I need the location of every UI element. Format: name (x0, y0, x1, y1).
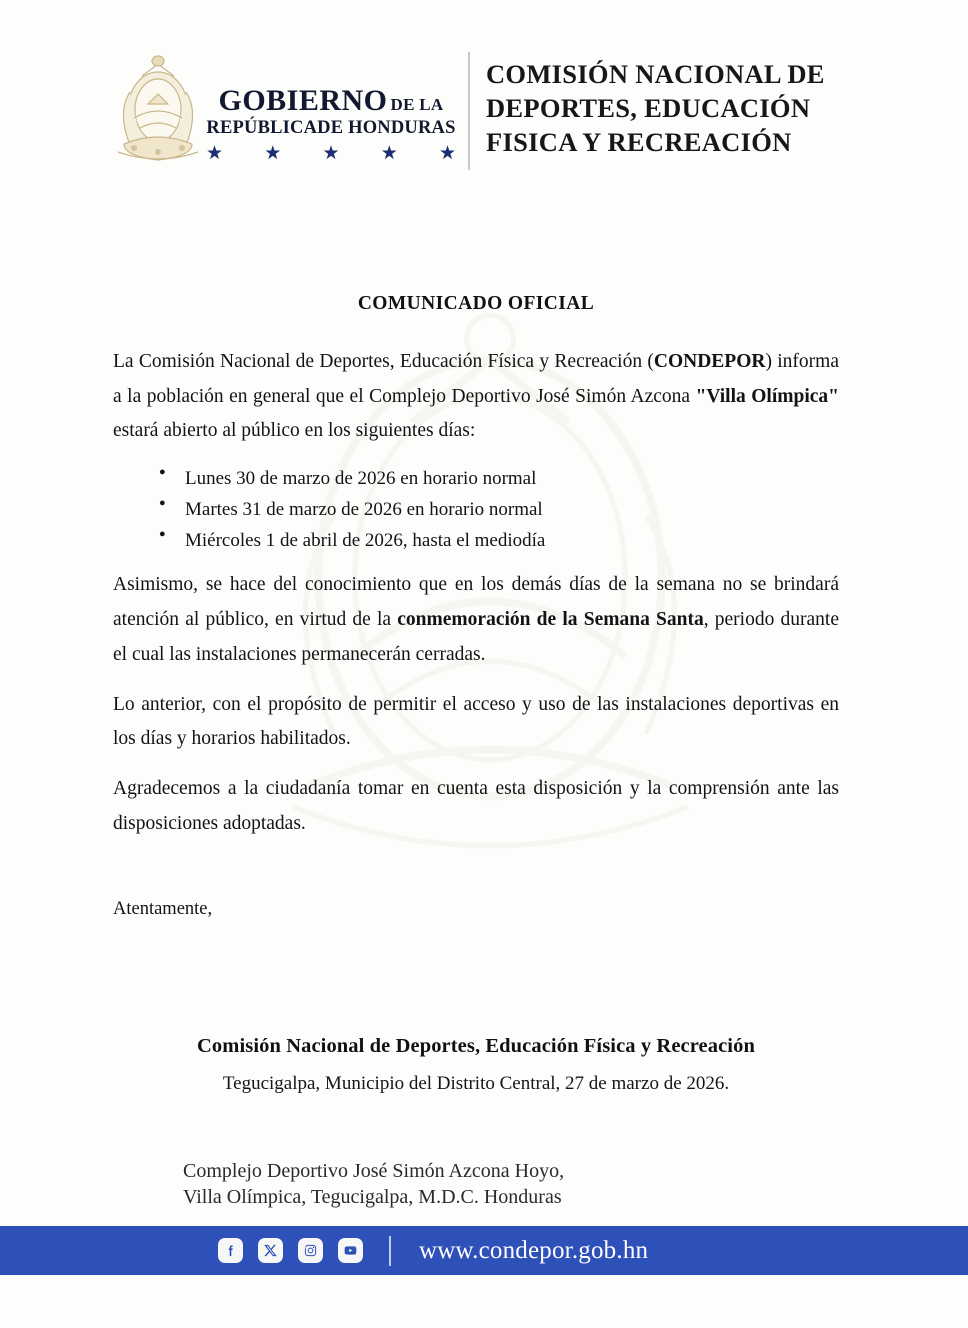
footer-divider (389, 1236, 391, 1266)
address-line-2: Villa Olímpica, Tegucigalpa, M.D.C. Honduras (183, 1186, 562, 1209)
intro-part-2: ) informa a la población en general que el Complejo Deportivo José Simón Azcona (113, 351, 839, 407)
signature-block (113, 1035, 839, 1095)
government-wordmark (200, 86, 462, 163)
villa-olimpica-name: "Villa Olímpica" (695, 385, 839, 407)
facebook-icon[interactable] (218, 1238, 243, 1263)
footer-bar (0, 1226, 968, 1275)
star-icon: ★ (206, 143, 224, 165)
document-body (113, 293, 839, 920)
honduras-coat-of-arms-icon (104, 48, 212, 176)
star-icon: ★ (438, 143, 456, 165)
purpose-paragraph: Lo anterior, con el propósito de permitir el acceso y uso de las instalaciones deportivas en los días y horarios habilitados. (113, 693, 839, 750)
gov-word: GOBIERNO (218, 84, 388, 117)
signature-place-date: Tegucigalpa, Municipio del Distrito Central, 27 de marzo de 2026. (222, 1073, 730, 1094)
star-icon: ★ (380, 143, 398, 165)
website-url[interactable]: www.condepor.gob.hn (419, 1236, 649, 1264)
header-divider (468, 52, 470, 170)
semana-santa-emphasis: conmemoración de la Semana Santa (397, 609, 704, 631)
org-title-line-2: DEPORTES, EDUCACIÓN (486, 92, 811, 123)
list-item: ● Martes 31 de marzo de 2026 en horario normal (159, 495, 839, 526)
footer-address (183, 1158, 564, 1211)
org-title-line-1: COMISIÓN NACIONAL DE (486, 59, 825, 89)
instagram-icon[interactable] (298, 1238, 323, 1263)
social-links (218, 1238, 363, 1263)
page-title: COMUNICADO OFICIAL (357, 293, 595, 314)
list-item: ● Lunes 30 de marzo de 2026 en horario normal (159, 464, 839, 495)
gov-line-primary (200, 86, 462, 116)
youtube-icon[interactable] (338, 1238, 363, 1263)
gov-republic-label: REPÚBLICADE HONDURAS (206, 118, 456, 138)
address-line-1: Complejo Deportivo José Simón Azcona Hoyo, (183, 1160, 565, 1182)
thanks-paragraph: Agradecemos a la ciudadanía tomar en cuenta esta disposición y la comprensión ante las disposiciones adoptadas. (113, 777, 839, 834)
signature-organization: Comisión Nacional de Deportes, Educación Física y Recreación (197, 1035, 755, 1057)
x-twitter-icon[interactable] (258, 1238, 283, 1263)
para2-part-1: Asimismo, se hace del conocimiento que en los demás días de la semana no se brindará atención al público, en virtud de la (113, 574, 839, 631)
open-days-list (113, 464, 839, 556)
flag-stars (200, 144, 462, 163)
organization-title (486, 58, 886, 160)
gov-de-la: DE LA (390, 95, 444, 114)
para2-part-2: , periodo durante el cual las instalaciones permanecerán cerradas. (113, 609, 839, 665)
intro-part-1: La Comisión Nacional de Deportes, Educación Física y Recreación ( (113, 351, 654, 372)
star-icon: ★ (264, 143, 282, 165)
org-title-line-3: FISICA Y RECREACIÓN (486, 126, 792, 157)
intro-part-3: estará abierto al público en los siguientes días: (113, 420, 476, 442)
intro-paragraph (113, 345, 839, 449)
list-item: ● Miércoles 1 de abril de 2026, hasta el mediodía (159, 526, 839, 557)
closure-paragraph (113, 568, 839, 672)
document-header (0, 44, 968, 180)
condepor-acronym: CONDEPOR (653, 351, 766, 372)
salutation: Atentamente, (113, 899, 213, 920)
star-icon: ★ (322, 143, 340, 165)
